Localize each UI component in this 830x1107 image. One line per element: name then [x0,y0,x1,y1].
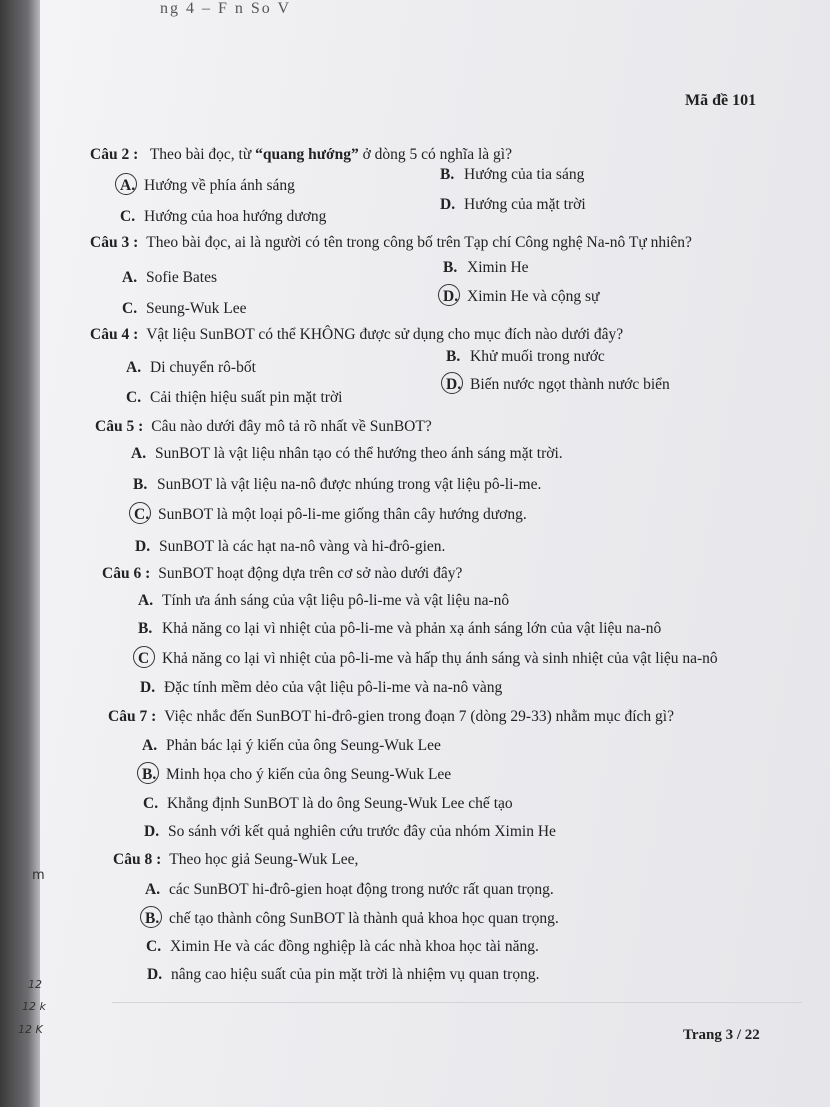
option-4d[interactable] [446,376,670,394]
option-7c[interactable] [143,795,513,813]
option-letter: D. [147,966,163,983]
option-8d[interactable] [147,966,539,984]
option-text: SunBOT là một loại pô-li-me giống thân cây hướng dương. [158,506,527,523]
option-text: Khả năng co lại vì nhiệt của pô-li-me và hấp thụ ánh sáng và sinh nhiệt của vật liệu na-nô [162,650,718,667]
option-letter: C. [134,506,158,524]
option-text: chế tạo thành công SunBOT là thành quả khoa học quan trọng. [169,910,559,927]
option-letter: B. [443,259,458,276]
question-text: Việc nhắc đến SunBOT hi-đrô-gien trong đoạn 7 (dòng 29-33) nhằm mục đích gì? [164,708,674,725]
option-letter: D. [446,376,470,394]
option-7d[interactable] [144,823,556,841]
option-text: So sánh với kết quả nghiên cứu trước đây của nhóm Ximin He [168,823,556,840]
question-5 [95,418,432,436]
question-label: Câu 7 : [108,708,157,725]
option-letter: A. [131,445,147,462]
page-number: Trang 3 / 22 [683,1027,760,1043]
option-text: Sofie Bates [146,269,218,286]
option-2c[interactable] [120,208,326,226]
option-letter: D. [440,196,456,213]
option-8a[interactable] [145,881,554,899]
option-letter: C. [146,938,162,955]
option-letter: C. [122,300,138,317]
option-letter: A. [120,177,144,195]
question-text: Vật liệu SunBOT có thể KHÔNG được sử dụng cho mục đích nào dưới đây? [146,326,624,343]
option-4a[interactable] [126,359,256,377]
option-text: nâng cao hiệu suất của pin mặt trời là nhiệm vụ quan trọng. [171,966,540,983]
option-3a[interactable] [122,269,217,287]
question-label: Câu 8 : [113,851,162,868]
option-text: Seung-Wuk Lee [146,300,247,317]
option-3b[interactable] [443,259,529,277]
question-label: Câu 4 : [90,326,139,343]
exam-page [18,0,830,1107]
option-text: Hướng của mặt trời [464,196,586,213]
option-letter: C [138,650,162,668]
option-6c[interactable] [138,650,718,668]
option-text: Tính ưa ánh sáng của vật liệu pô-li-me và vật liệu na-nô [162,592,510,609]
question-text: Theo bài đọc, ai là người có tên trong công bố trên Tạp chí Công nghệ Na-nô Tự nhiên? [146,234,692,251]
option-text: SunBOT là vật liệu na-nô được nhúng trong vật liệu pô-li-me. [157,476,542,493]
question-text-before: Theo bài đọc, từ [149,146,256,163]
option-text: SunBOT là vật liệu nhân tạo có thể hướng theo ánh sáng mặt trời. [155,445,563,462]
question-text: Theo học giả Seung-Wuk Lee, [169,851,359,868]
question-text-bold: “quang hướng” [255,146,359,163]
option-letter: D. [135,538,151,555]
option-letter: A. [142,737,158,754]
question-text: SunBOT hoạt động dựa trên cơ sở nào dưới đây? [158,565,463,582]
option-text: Hướng về phía ánh sáng [144,177,295,194]
margin-note-2: 12 k [22,1000,46,1013]
margin-note-3: 12 K [18,1023,43,1036]
option-8b[interactable] [145,910,559,928]
option-letter: D. [140,679,156,696]
option-2b[interactable] [440,166,584,184]
option-7b[interactable] [142,766,451,784]
question-label: Câu 2 : [90,146,139,163]
option-6a[interactable] [138,592,509,610]
question-text: Câu nào dưới đây mô tả rõ nhất về SunBOT? [151,418,432,435]
question-text-after: ở dòng 5 có nghĩa là gì? [358,146,512,163]
question-label: Câu 5 : [95,418,144,435]
option-6b[interactable] [138,620,661,638]
question-7 [108,708,674,726]
option-5c[interactable] [134,506,527,524]
option-3c[interactable] [122,300,247,318]
option-8c[interactable] [146,938,539,956]
option-text: Biến nước ngọt thành nước biển [470,376,670,393]
option-5a[interactable] [131,445,563,463]
bottom-divider [112,1002,802,1003]
option-text: Cải thiện hiệu suất pin mặt trời [150,389,343,406]
option-text: Hướng của tia sáng [464,166,585,183]
question-4 [90,326,623,344]
question-label: Câu 6 : [102,565,151,582]
option-letter: A. [126,359,142,376]
margin-note-1: 12 [28,978,42,991]
option-4b[interactable] [446,348,605,366]
option-7a[interactable] [142,737,441,755]
option-letter: A. [145,881,161,898]
option-letter: B. [440,166,455,183]
option-letter: B. [133,476,148,493]
option-letter: B. [142,766,166,784]
option-text: Khử muối trong nước [470,348,605,365]
option-2a[interactable] [120,177,295,195]
option-letter: D. [443,288,467,306]
option-letter: A. [138,592,154,609]
option-text: Đặc tính mềm dẻo của vật liệu pô-li-me và na-nô vàng [164,679,503,696]
option-text: Di chuyển rô-bốt [150,359,256,376]
option-text: SunBOT là các hạt na-nô vàng và hi-đrô-gien. [159,538,446,555]
option-text: các SunBOT hi-đrô-gien hoạt động trong nước rất quan trọng. [169,881,554,898]
option-3d[interactable] [443,288,599,306]
option-text: Khẳng định SunBOT là do ông Seung-Wuk Lee chế tạo [167,795,513,812]
option-text: Ximin He và cộng sự [467,288,600,305]
top-bleed-text: ng 4 – F n So V [160,0,292,17]
option-letter: A. [122,269,138,286]
question-6 [102,565,462,583]
option-letter: B. [446,348,461,365]
photo-background-left [0,0,40,1107]
option-text: Ximin He [467,259,529,276]
margin-note-m: m [32,868,45,883]
exam-code: Mã đề 101 [685,92,757,109]
option-letter: B. [145,910,169,928]
question-8 [113,851,358,869]
option-5d[interactable] [135,538,445,556]
question-2 [90,146,512,164]
option-4c[interactable] [126,389,342,407]
option-text: Minh họa cho ý kiến của ông Seung-Wuk Lee [166,766,452,783]
option-text: Hướng của hoa hướng dương [144,208,327,225]
option-text: Ximin He và các đồng nghiệp là các nhà khoa học tài năng. [170,938,539,955]
question-3 [90,234,692,252]
option-letter: C. [143,795,159,812]
option-text: Phản bác lại ý kiến của ông Seung-Wuk Lee [166,737,441,754]
option-letter: C. [120,208,136,225]
option-letter: D. [144,823,160,840]
option-6d[interactable] [140,679,502,697]
option-5b[interactable] [133,476,541,494]
question-label: Câu 3 : [90,234,139,251]
option-2d[interactable] [440,196,586,214]
option-letter: C. [126,389,142,406]
option-text: Khả năng co lại vì nhiệt của pô-li-me và phản xạ ánh sáng lớn của vật liệu na-nô [162,620,662,637]
option-letter: B. [138,620,153,637]
